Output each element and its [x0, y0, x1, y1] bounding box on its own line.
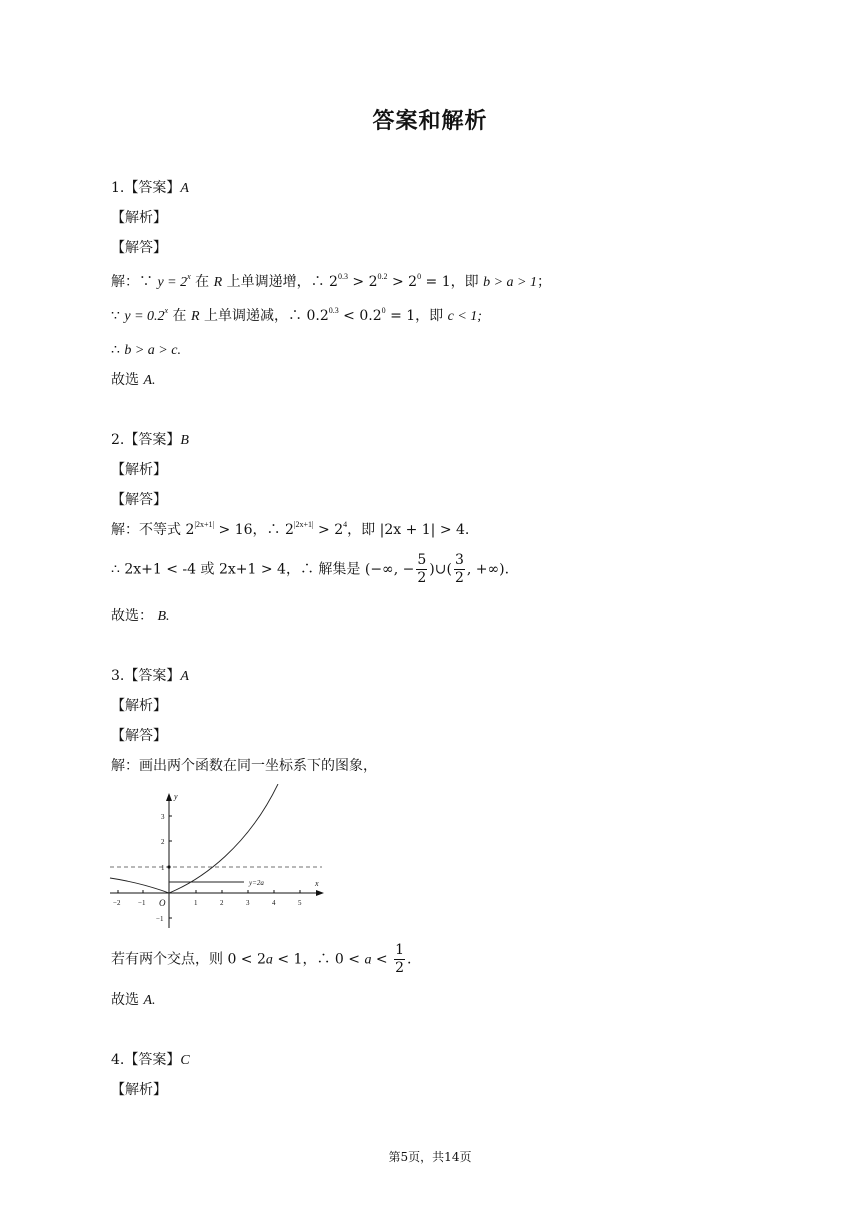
- fraction: $\frac{1}{2}$: [395, 942, 404, 976]
- x-tick-label: 3: [246, 899, 250, 907]
- x-tick-label: 2: [220, 899, 224, 907]
- line-label: y=2a: [249, 879, 264, 887]
- fraction: $\frac{3}{2}$: [454, 552, 464, 586]
- x-tick-label: −1: [138, 899, 146, 907]
- page-footer: 第5页，共14页: [388, 1150, 472, 1164]
- y-tick-label: −1: [156, 915, 164, 923]
- q2-solution: 【解答】: [111, 492, 167, 508]
- x-tick-label: 4: [272, 899, 276, 907]
- q2-line-2: ∴ 2x+1 < -4 或 2x+1 > 4，∴ 解集是 (−∞, − $\frac{5}{2}$ )∪( $\frac{3}{2}$ , +∞).: [111, 552, 510, 586]
- q1-solution: 【解答】: [111, 240, 167, 256]
- point-y1: [167, 865, 170, 868]
- q3-answer: 3.【答案】A: [111, 668, 189, 684]
- q1-answer: 1.【答案】A: [111, 180, 189, 196]
- q4-analysis: 【解析】: [111, 1082, 167, 1098]
- x-axis-label: x: [315, 879, 319, 888]
- q3-choice: 故选 A.: [111, 992, 156, 1008]
- q3-line-2: 若有两个交点，则 0 < 2a < 1，∴ 0 < a < $\frac{1}{2}$ .: [111, 942, 412, 976]
- q3-analysis: 【解析】: [111, 698, 167, 714]
- x-tick-label: 1: [194, 899, 198, 907]
- fraction: $\frac{5}{2}$: [417, 552, 427, 586]
- q2-answer: 2.【答案】B: [111, 432, 189, 448]
- q3-solution: 【解答】: [111, 728, 167, 744]
- origin-label: O: [159, 898, 166, 908]
- q1-analysis: 【解析】: [111, 210, 167, 226]
- q3-line-1: 解：画出两个函数在同一坐标系下的图象，: [111, 758, 377, 774]
- q1-line-2: ∵ $y = 0.2^x$ 在 R 上单调递减，∴ $0.2^{0.3} < 0.2^0 = 1$，即 c < 1;: [111, 306, 482, 324]
- function-curve: [110, 784, 278, 893]
- y-tick-label: 1: [161, 864, 165, 872]
- function-graph: [108, 784, 330, 932]
- x-tick-label: 5: [298, 899, 302, 907]
- q1-line-1: 解：∵ $y = 2^x$ 在 R 上单调递增，∴ $2^{0.3} > 2^{0.2} > 2^0 = 1$，即 b > a > 1；: [111, 272, 551, 290]
- x-tick-label: −2: [113, 899, 121, 907]
- q2-analysis: 【解析】: [111, 462, 167, 478]
- q1-line-3: ∴ b > a > c.: [111, 342, 181, 358]
- x-axis-arrow: [316, 890, 324, 896]
- y-tick-label: 2: [161, 838, 165, 846]
- q2-choice: 故选： B.: [111, 608, 170, 624]
- q4-answer: 4.【答案】C: [111, 1052, 190, 1068]
- q1-choice: 故选 A.: [111, 372, 156, 388]
- y-tick-label: 3: [161, 813, 165, 821]
- page-title: 答案和解析: [372, 109, 488, 134]
- y-axis-label: y: [174, 792, 178, 801]
- q2-line-1: 解：不等式 $2^{|2x+1|} > 16$，∴ $2^{|2x+1|} > 2^4$，即 |2x + 1| > 4.: [111, 520, 470, 538]
- y-axis-arrow: [166, 793, 172, 801]
